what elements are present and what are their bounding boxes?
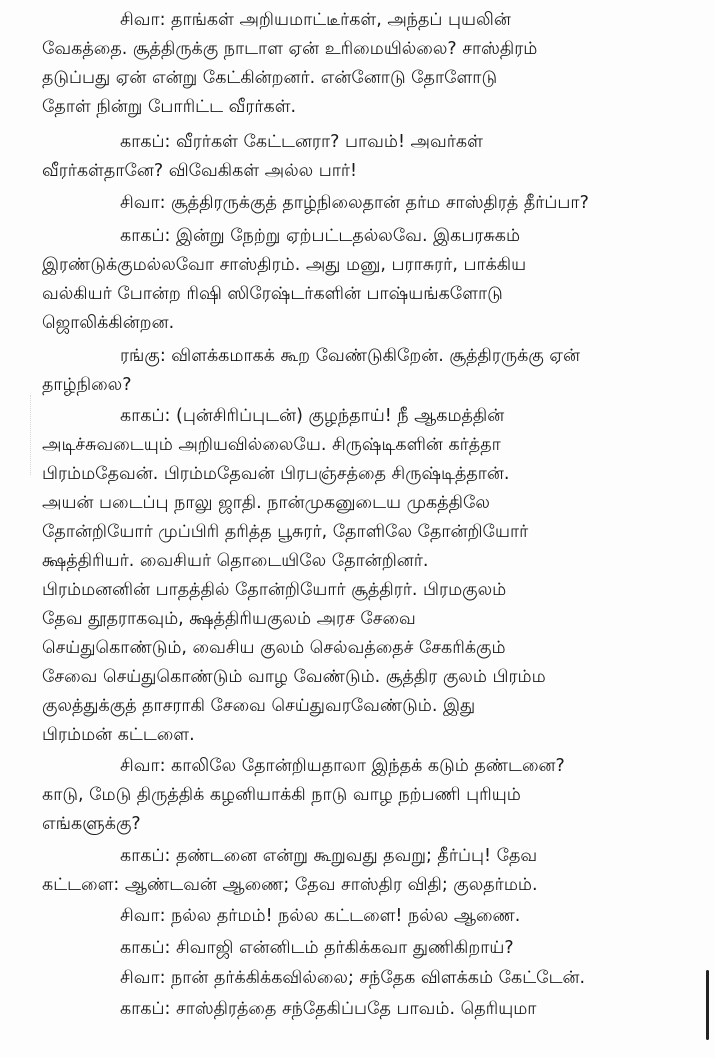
paragraph-11 xyxy=(42,964,692,993)
paragraph-9 xyxy=(42,902,692,931)
text-line: இரண்டுக்குமல்லவோ சாஸ்திரம். அது மனு, பராசுரர், பாக்கிய xyxy=(42,255,527,275)
text-line: வீரர்கள்தானே? விவேகிகள் அல்ல பார்! xyxy=(42,161,358,181)
text-line: அயன் படைப்பு நாலு ஜாதி. நான்முகனுடைய முகத்திலே xyxy=(42,493,490,513)
text-line: கட்டளை: ஆண்டவன் ஆணை; தேவ சாஸ்திர விதி; குலதர்மம். xyxy=(42,875,538,895)
paragraph-10 xyxy=(42,934,692,963)
text-line: ரங்கு: விளக்கமாகக் கூற வேண்டுகிறேன். சூத்திரருக்கு ஏன் xyxy=(120,346,580,366)
text-line: தேவ தூதராகவும், க்ஷத்திரியகுலம் அரச சேவை xyxy=(42,609,416,629)
text-line: காகப்: (புன்சிரிப்புடன்) குழந்தாய்! நீ ஆகமத்தின் xyxy=(120,406,505,426)
text-line: க்ஷத்திரியர். வைசியர் தொடையிலே தோன்றினர். xyxy=(42,551,429,571)
text-line: ஜொலிக்கின்றன. xyxy=(42,313,175,333)
text-line: சிவா: நான் தர்க்கிக்கவில்லை; சந்தேக விளக்கம் கேட்டேன். xyxy=(120,968,586,988)
text-line: சேவை செய்துகொண்டும் வாழ வேண்டும். சூத்திர குலம் பிரம்ம xyxy=(42,667,546,687)
text-line: தோள் நின்று போரிட்ட வீரர்கள். xyxy=(42,97,297,117)
paragraph-12 xyxy=(42,995,692,1024)
text-line: பிரம்மன் கட்டளை. xyxy=(42,725,195,745)
text-line: சிவா: நல்ல தர்மம்! நல்ல கட்டளை! நல்ல ஆணை. xyxy=(120,906,521,926)
text-line: சிவா: தாங்கள் அறியமாட்டீர்கள், அந்தப் புயலின் xyxy=(120,10,511,30)
text-line: தாழ்நிலை? xyxy=(42,375,132,395)
paragraph-1 xyxy=(42,6,692,122)
text-line: தடுப்பது ஏன் என்று கேட்கின்றனர். என்னோடு தோளோடு xyxy=(42,68,498,88)
text-line: சிவா: சூத்திரருக்குத் தாழ்நிலைதான் தர்ம சாஸ்திரத் தீர்ப்பா? xyxy=(120,193,589,213)
text-line: எங்களுக்கு? xyxy=(42,814,141,834)
text-line: காகப்: தண்டனை என்று கூறுவது தவறு; தீர்ப்பு! தேவ xyxy=(120,846,538,866)
text-line: தோன்றியோர் முப்பிரி தரித்த பூசுரர், தோளிலே தோன்றியோர் xyxy=(42,522,529,542)
paragraph-6 xyxy=(42,402,692,750)
margin-ink-mark xyxy=(706,970,709,1040)
text-line: காகப்: சிவாஜி என்னிடம் தர்கிக்கவா துணிகிறாய்? xyxy=(120,938,514,958)
text-line: வல்கியர் போன்ற ரிஷி ஸிரேஷ்டர்களின் பாஷ்யங்களோடு xyxy=(42,284,503,304)
text-line: காகப்: வீரர்கள் கேட்டனரா? பாவம்! அவர்கள் xyxy=(120,132,483,152)
text-line: செய்துகொண்டும், வைசிய குலம் செல்வத்தைச் சேகரிக்கும் xyxy=(42,638,506,658)
text-line: அடிச்சுவடையும் அறியவில்லையே. சிருஷ்டிகளின் கர்த்தா xyxy=(42,435,501,455)
text-line: காகப்: சாஸ்திரத்தை சந்தேகிப்பதே பாவம். தெரியுமா xyxy=(120,999,537,1019)
paragraph-3 xyxy=(42,189,692,218)
paragraph-2 xyxy=(42,128,692,186)
paragraph-7 xyxy=(42,752,692,839)
text-line: குலத்துக்குத் தாசராகி சேவை செய்துவரவேண்டும். இது xyxy=(42,696,476,716)
text-line: காகப்: இன்று நேற்று ஏற்பட்டதல்லவே. இகபரசுகம் xyxy=(120,226,521,246)
paragraph-8 xyxy=(42,842,692,900)
text-line: பிரம்மனனின் பாதத்தில் தோன்றியோர் சூத்திரர். பிரமகுலம் xyxy=(42,580,507,600)
text-line: பிரம்மதேவன். பிரம்மதேவன் பிரபஞ்சத்தை சிருஷ்டித்தான். xyxy=(42,464,510,484)
text-line: காடு, மேடு திருத்திக் கழனியாக்கி நாடு வாழ நற்பணி புரியும் xyxy=(42,785,521,805)
paragraph-5 xyxy=(42,342,692,400)
text-line: சிவா: காலிலே தோன்றியதாலா இந்தக் கடும் தண்டனை? xyxy=(120,756,565,776)
paragraph-4 xyxy=(42,222,692,338)
text-line: வேகத்தை. சூத்திருக்கு நாடாள ஏன் உரிமையில்லை? சாஸ்திரம் xyxy=(42,39,538,59)
